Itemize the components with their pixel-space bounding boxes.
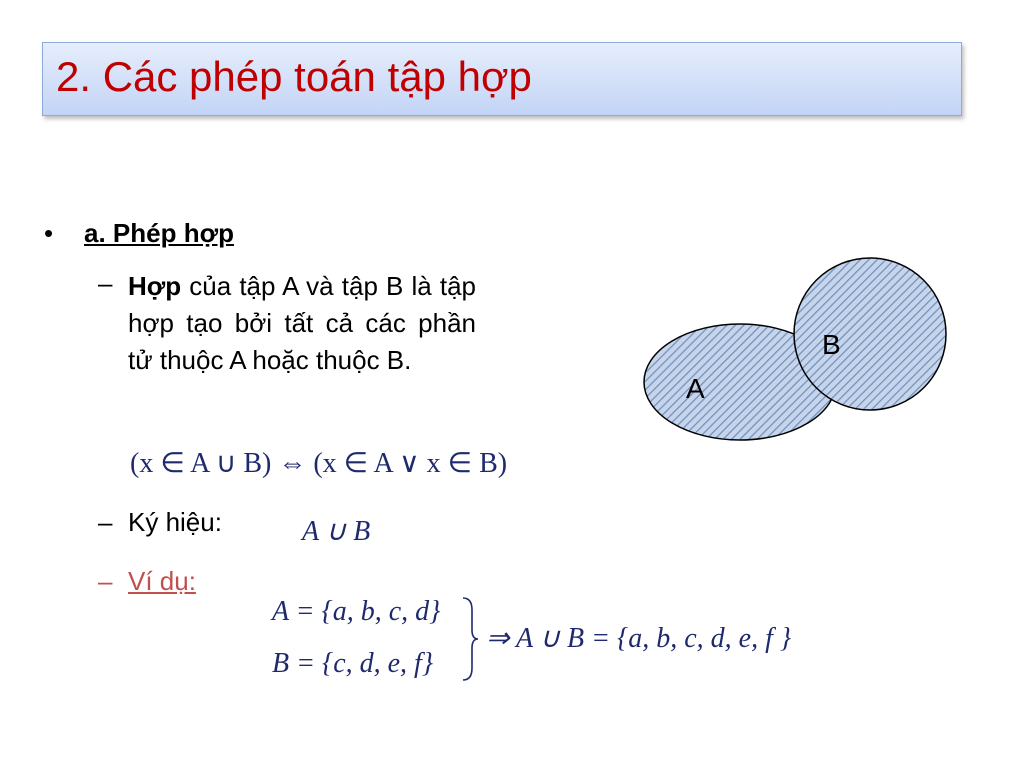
venn-label-a: A [686, 373, 705, 404]
dash-bullet: – [98, 507, 113, 537]
bullet-dot: • [44, 218, 54, 248]
definition-paragraph [128, 268, 476, 379]
definition-bold-term: Hợp [128, 271, 182, 301]
venn-label-b: B [822, 329, 841, 360]
venn-set-b [794, 258, 946, 410]
section-heading: a. Phép hợp [84, 218, 234, 248]
right-brace [460, 596, 480, 682]
example-result: ⇒ A ∪ B = {a, b, c, d, e, f } [486, 623, 792, 654]
example-set-a: A = {a, b, c, d} [272, 596, 441, 627]
title-bar [42, 42, 962, 116]
slide-title: 2. Các phép toán tập hợp [56, 53, 532, 100]
dash-bullet: – [98, 566, 113, 596]
example-set-b: B = {c, d, e, f} [272, 648, 434, 679]
notation-label: Ký hiệu: [128, 507, 222, 537]
example-label: Ví dụ: [128, 566, 196, 596]
venn-diagram [640, 250, 960, 450]
definition-text: của tập A và tập B là tập hợp tạo bởi tất cả các phần tử thuộc A hoặc thuộc B. [128, 271, 476, 375]
notation-formula: A ∪ B [302, 516, 371, 547]
dash-bullet: – [98, 268, 113, 298]
union-definition-formula: (x ∈ A ∪ B) ⇔ (x ∈ A ∨ x ∈ B) [130, 448, 508, 479]
